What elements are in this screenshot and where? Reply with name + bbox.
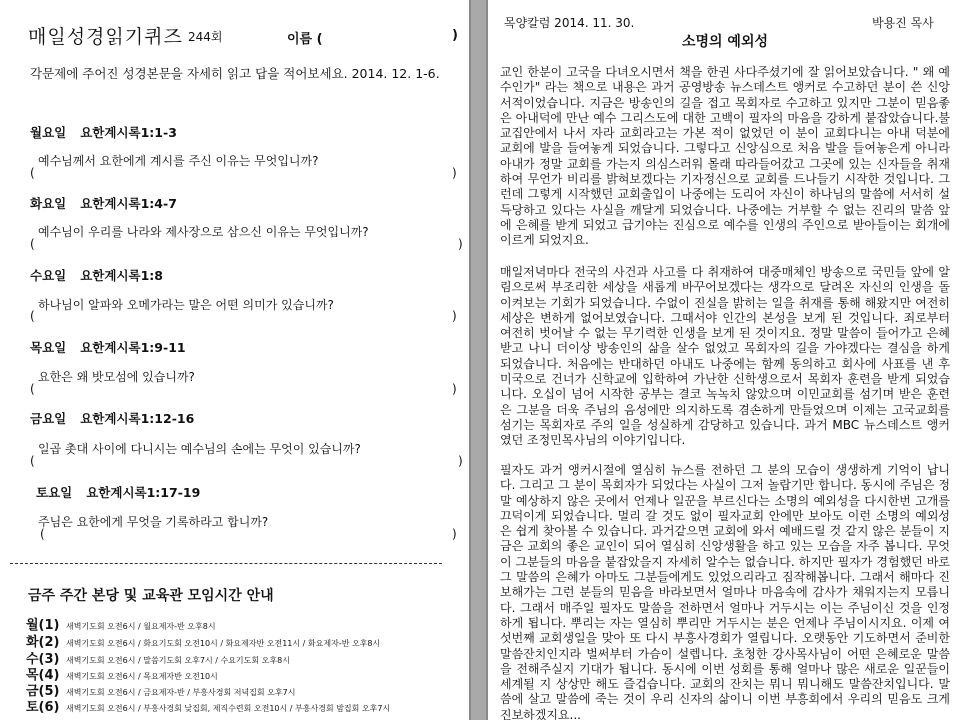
quiz-title: 매일성경읽기퀴즈 [28, 26, 183, 48]
answer-open-paren: ( [30, 454, 35, 468]
schedule-day: 화(2) [26, 635, 60, 650]
day-name: 수요일 [30, 268, 67, 283]
schedule-text: 새벽기도회 오전6시 / 말씀기도회 오후7시 / 수요기도회 오후8시 [66, 656, 290, 665]
schedule-text: 새벽기도회 오전6시 / 금요제자-반 / 부흥사경회 저녁집회 오후7시 [66, 688, 296, 697]
answer-open-paren: ( [40, 527, 45, 541]
answer-close-paren: ) [452, 527, 457, 541]
answer-open-paren: ( [30, 237, 35, 251]
day-reference: 요한계시록1:12-16 [80, 411, 195, 426]
day-name: 화요일 [30, 196, 67, 211]
day-reference: 요한계시록1:9-11 [80, 340, 186, 355]
schedule-day: 금(5) [26, 684, 60, 699]
day-heading-thursday [30, 338, 186, 356]
day-name: 토요일 [36, 485, 73, 500]
schedule-text: 새벽기도회 오전6시 / 부흥사경회 낮집회, 제직수련회 오전10시 / 부흥사경회 밤집회 오후7시 [66, 704, 391, 713]
schedule-text: 새벽기도회 오전6시 / 화요기도회 오전10시 / 화요제자반 오전11시 / 화요제자-반 오후8시 [66, 639, 381, 648]
name-close-paren: ) [452, 28, 458, 43]
schedule-day: 수(3) [26, 652, 60, 667]
day-heading-saturday [36, 483, 200, 501]
day-heading-friday [30, 409, 194, 427]
schedule-text: 새벽기도회 오전6시 / 월요제자-반 오후8시 [66, 622, 216, 631]
question-tuesday: 예수님이 우리를 나라와 제사장으로 삼으신 이유는 무엇입니까? [38, 225, 369, 239]
column-page [486, 0, 960, 720]
schedule-day: 목(4) [26, 668, 60, 683]
column-author: 박용진 목사 [872, 16, 934, 30]
schedule-day: 토(6) [26, 700, 60, 715]
column-paragraph: 매일저녁마다 전국의 사건과 사고를 다 취재하여 대중매체인 방송으로 국민들 앞에 알림으로써 부조리한 세상을 새롭게 바꾸어보겠다는 생각으로 달려온 자신의 인생을 돌이켜보는 기회가 되었습니다. 수없이 진실을 밝히는 일을 취재를 통해 해왔지만 여전히 세상은 변하게 없어보였습니다. 그때서야 인간의 본성을 보게 된 것입니다. 죄로부터 여전히 벗어날 수 없는 무기력한 인생을 보게 된 것이지요. 정말 말씀이 들어가고 은혜받고 나니 더이상 방송인의 삶을 살수 없었고 목회자의 길을 가야겠다는 결심을 하게 되었습니다. 처음에는 반대하던 아내도 나중에는 함께 동의하고 회사에 사표를 낸 후 미국으로 건너가 신학교에 입학하여 가난한 신학생으로서 목회자 훈련을 받게 되었습니다. 오십이 넘어 시작한 공부는 결코 녹녹치 않았으며 이민교회를 섬기며 받은 훈련은 그분을 더욱 주님의 음성에만 의지하도록 겸손하게 만들었으며 이제는 고국교회를 섬기는 목회자로 주의 일을 성실하게 감당하고 있습니다. 과거 MBC 뉴스데스트 앵커였던 조정민목사님의 이야기입니다. [500, 265, 950, 448]
quiz-round: 244회 [188, 30, 223, 44]
schedule-heading: 금주 주간 본당 및 교육관 모임시간 안내 [28, 588, 274, 604]
answer-close-paren: ) [452, 309, 457, 323]
schedule-day: 월(1) [26, 618, 60, 633]
day-name: 월요일 [30, 125, 67, 140]
answer-close-paren: ) [452, 166, 457, 180]
answer-close-paren: ) [458, 454, 463, 468]
dashed-divider [10, 563, 442, 564]
day-heading-wednesday [30, 266, 163, 284]
day-name: 목요일 [30, 340, 67, 355]
answer-open-paren: ( [30, 382, 35, 396]
question-wednesday: 하나님이 알파와 오메가라는 말은 어떤 의미가 있습니까? [38, 298, 334, 312]
column-paragraph: 필자도 과거 앵커시절에 열심히 뉴스를 전하던 그 분의 모습이 생생하게 기억이 납니다. 그리고 그 분이 목회자가 되었다는 사실이 그저 놀랍기만 합니다. 동시에 주님은 정말 예상하지 않은 곳에서 언제나 일꾼을 부르신다는 소명의 예외성을 다시한번 고개를 끄덕이게 되었습니다. 멀리 갈 것도 없이 필자교회 안에만 보아도 이런 소명의 예외성은 쉽게 찾아볼 수 있습니다. 과거같으면 교회에 와서 예배드릴 것 같지 않은 분들이 지금은 교회의 좋은 교인이 되어 열심히 신앙생활을 하고 있는 모습을 자주 봅니다. 무엇이 그분들의 마음을 붙잡았을지 자세히 알수는 없습니다. 하지만 필자가 경험했던 바로 그 말씀의 은혜가 아마도 그분들에게도 있었으리라고 짐작해봅니다. 그래서 해마다 진보해가는 그런 분들의 믿음을 바라보면서 얼마나 마음속에 감사가 채워지는지 모릅니다. 그래서 매주일 필자도 말씀을 전하면서 얼마나 거두시는 이는 주님이신 것을 인정하게 됩니다. 뿌리는 자는 열심히 뿌리만 거두시는 분은 언제나 주님이시지요. 이제 여섯번째 교회생일을 맞아 또 다시 부흥사경회가 열립니다. 오랫동안 기도하면서 준비한 말씀잔치인지라 벌써부터 가슴이 설렙니다. 초청한 강사목사님이 어떤 은혜로운 말씀을 전해주실지 기대가 됩니다. 동시에 이번 성회를 통해 얼마나 많은 새로운 일꾼들이 세계될 지 상상만 해도 즐겁습니다. 교회의 잔치는 뭐니 뭐니해도 말씀잔치입니다. 말씀에 살고 말씀에 죽는 것이 우리 신자의 삶이니 이번 부흥회에서 우리의 믿음도 크게 진보하겠지요... [500, 463, 950, 720]
question-thursday: 요한은 왜 밧모섬에 있습니까? [38, 370, 195, 384]
day-reference: 요한계시록1:8 [80, 268, 164, 283]
answer-open-paren: ( [30, 309, 35, 323]
day-reference: 요한계시록1:4-7 [80, 196, 177, 211]
answer-close-paren: ) [458, 237, 463, 251]
day-reference: 요한계시록1:1-3 [80, 125, 177, 140]
day-heading-tuesday [30, 194, 177, 212]
schedule-text: 새벽기도회 오전6시 / 목요제자반 오전10시 [66, 672, 218, 681]
question-monday: 예수님께서 요한에게 계시를 주신 이유는 무엇입니까? [38, 154, 319, 168]
column-paragraph: 교인 한분이 고국을 다녀오시면서 책을 한권 사다주셨기에 잘 읽어보았습니다. " 왜 예수인가" 라는 책으로 내용은 과거 공영방송 뉴스데스트 앵커로 수고하던 분이 쓴 신앙서적이었습니다. 지금은 방송인의 길을 접고 목회자로 수고하고 있지만 그분이 믿음좋은 아내덕에 만난 예수 그리스도에 대한 고백이 필자의 마음을 강하게 붙잡았습니다.불교집안에서 나서 자라 교회라고는 가본 적이 없었던 이 분이 교회다니는 아내 덕분에 교회에 발을 들여놓게 되었습니다. 그렇다고 신앙심으로 처음 발을 들여놓은게 아니라 아내가 정말 교회를 가는지 의심스러워 몰래 따라들어갔고 그곳에 있는 신자들을 취재하여 무언가 비리를 밝혀보겠다는 기자정신으로 교회를 드나들기 시작한 것입니다. 그런데 그렇게 시작했던 교회출입이 나중에는 도리어 자신이 하나님의 말씀에 서서히 설득당하고 있다는 사실을 깨달게 되었습니다. 나중에는 거부할 수 없는 진리의 말씀 앞에 은혜를 받게 되었고 급기야는 진심으로 예수를 인생의 주인으로 받아들이는 회개에 이르게 되었지요. [500, 65, 950, 248]
name-label: 이름 ( [287, 32, 323, 47]
column-header: 목양칼럼 2014. 11. 30. [504, 16, 635, 30]
question-saturday: 주님은 요한에게 무엇을 기록하라고 합니까? [38, 515, 269, 529]
answer-open-paren: ( [30, 166, 35, 180]
day-heading-monday [30, 123, 177, 141]
answer-close-paren: ) [452, 382, 457, 396]
quiz-page [0, 0, 471, 720]
question-friday: 일곱 촛대 사이에 다니시는 예수님의 손에는 무엇이 있습니까? [38, 442, 361, 456]
column-title: 소명의 예외성 [681, 34, 769, 50]
day-name: 금요일 [30, 411, 67, 426]
day-reference: 요한계시록1:17-19 [86, 485, 201, 500]
schedule-row [26, 696, 390, 715]
instructions: 각문제에 주어진 성경본문을 자세히 읽고 답을 적어보세요. 2014. 12. 1-6. [30, 66, 440, 81]
